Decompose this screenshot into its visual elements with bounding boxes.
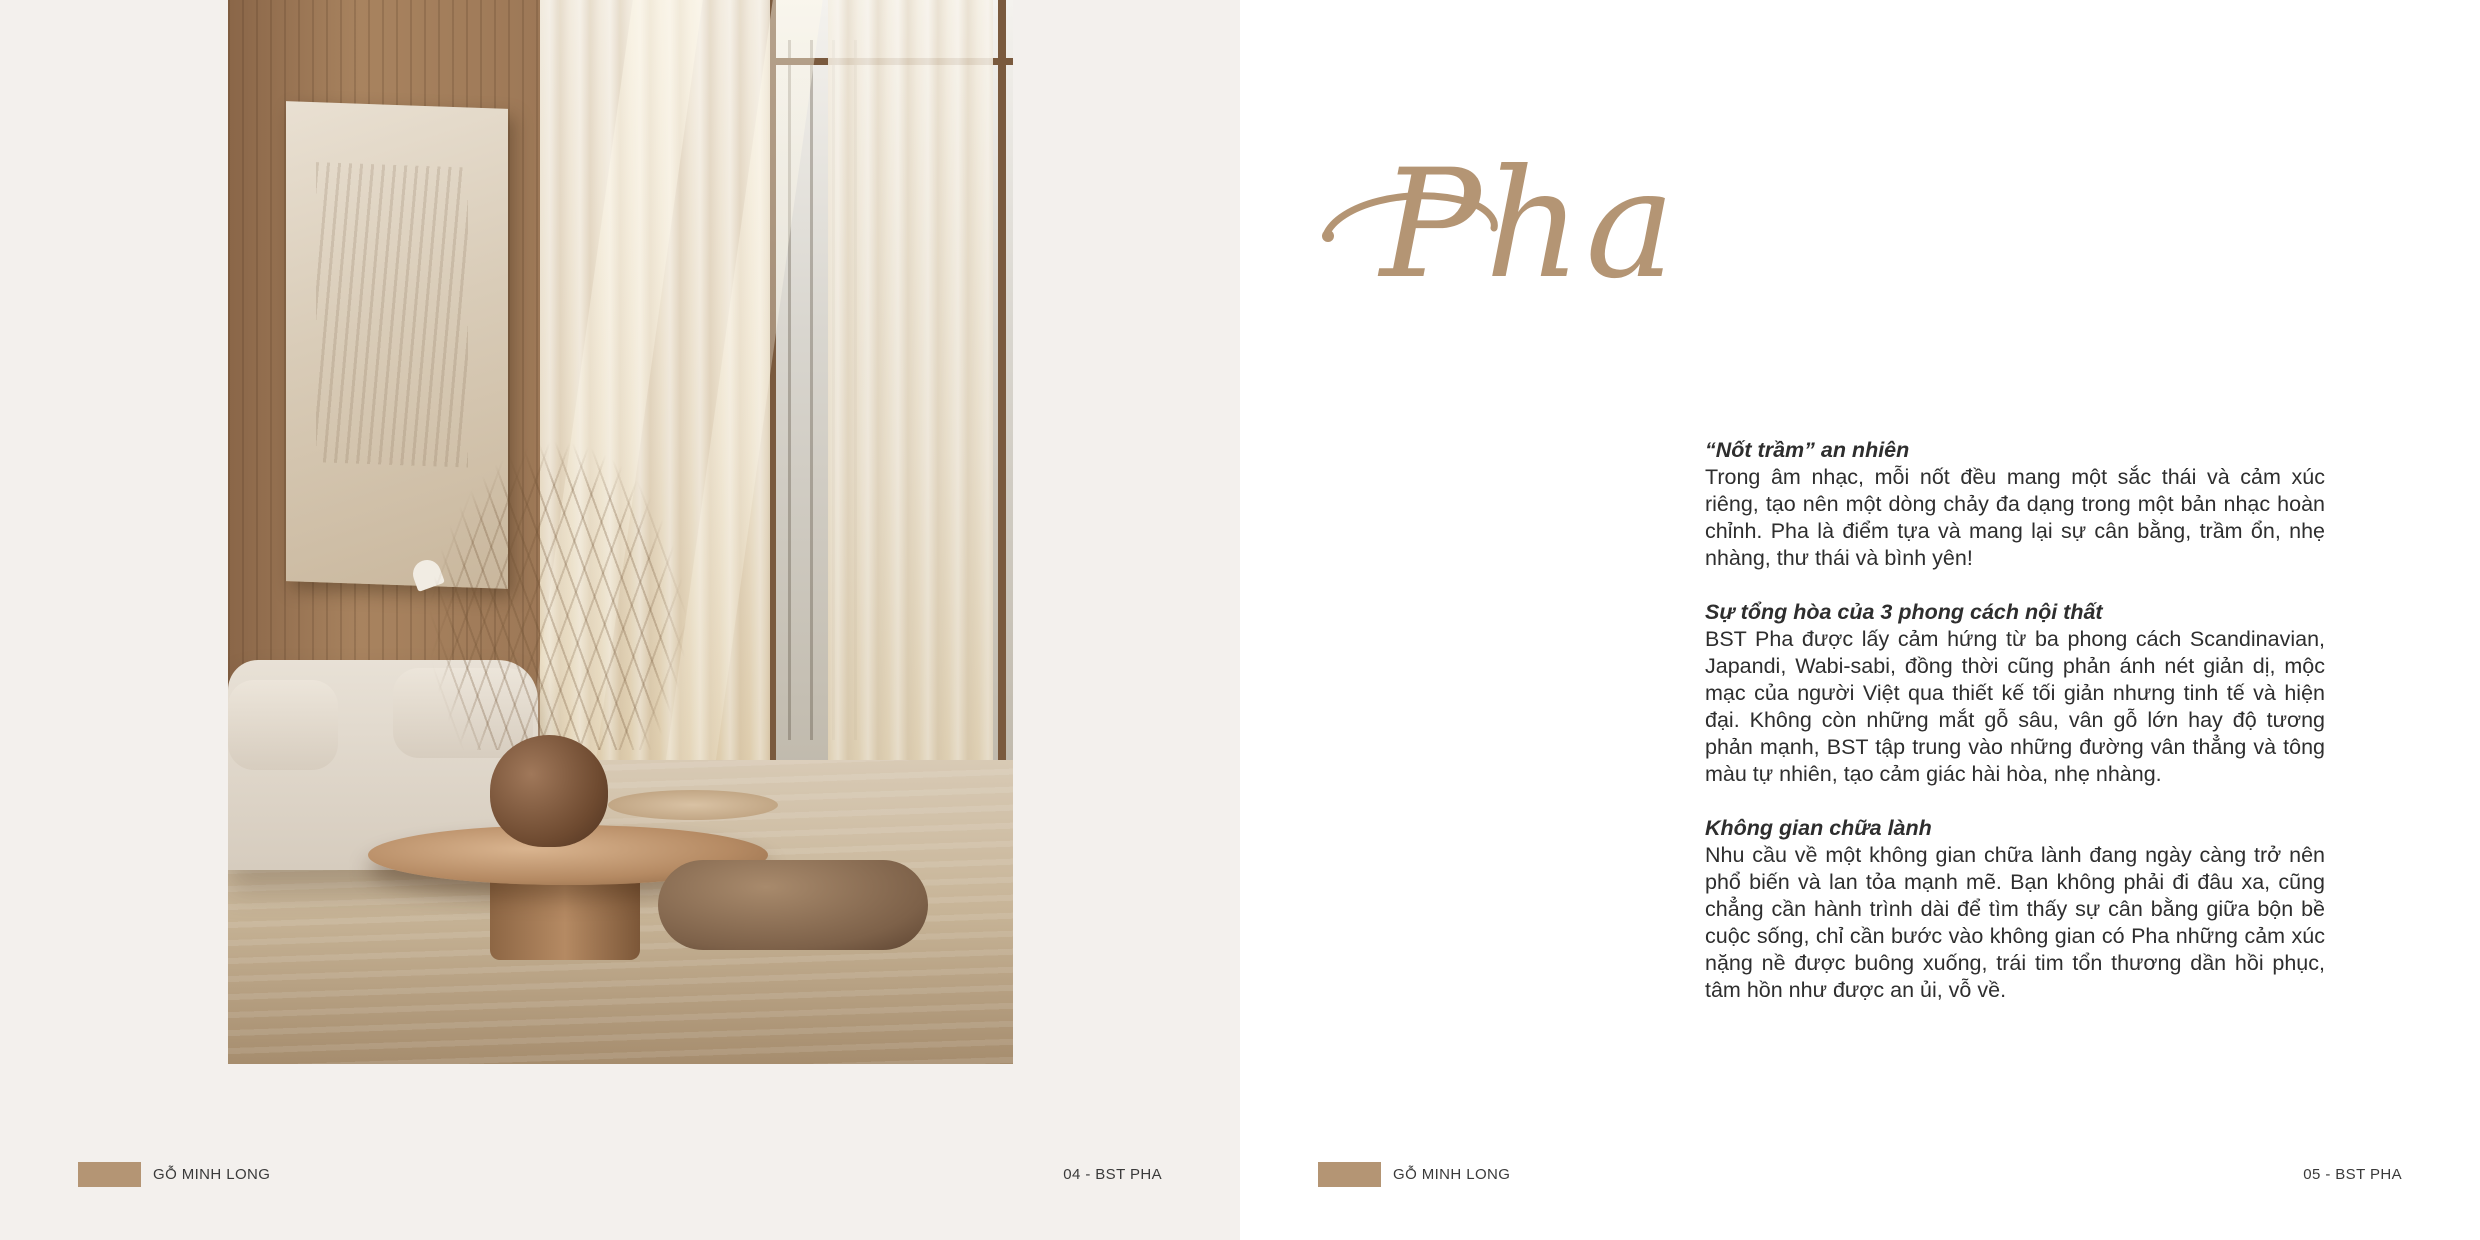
brand-color-swatch: [78, 1162, 141, 1187]
section-heading: Sự tổng hòa của 3 phong cách nội thất: [1705, 600, 2103, 624]
section-heading: “Nốt trầm” an nhiên: [1705, 438, 1910, 462]
section-1: [1705, 437, 2325, 572]
footer-brand: GỖ MINH LONG: [1393, 1166, 1511, 1183]
section-heading: Không gian chữa lành: [1705, 816, 1932, 840]
section-2: [1705, 599, 2325, 788]
collection-title: Pha: [1380, 138, 1679, 312]
window-frame-right: [998, 0, 1006, 830]
section-body: Trong âm nhạc, mỗi nốt đều mang một sắc thái và cảm xúc riêng, tạo nên một dòng chảy đa dạng trong một bản nhạc hoàn chỉnh. Pha là điểm tựa và mang lại sự cân bằng, trầm ổn, nhẹ nhàng, thư thái và bình yên!: [1705, 465, 2325, 570]
brand-color-swatch: [1318, 1162, 1381, 1187]
section-body: BST Pha được lấy cảm hứng từ ba phong cách Scandinavian, Japandi, Wabi-sabi, đồng thời cũng phản ánh nét giản dị, mộc mạc của người Việt qua thiết kế tối giản nhưng tinh tế và hiện đại. Không còn những mắt gỗ sâu, vân gỗ lớn hay độ tương phản mạnh, BST tập trung vào những đường vân thẳng và tông màu tự nhiên, tạo cảm giác hài hòa, nhẹ nhàng.: [1705, 627, 2325, 786]
floor-pouf: [658, 860, 928, 950]
footer-page-label: 05 - BST PHA: [2303, 1166, 2402, 1183]
footer-brand: GỖ MINH LONG: [153, 1166, 271, 1183]
dried-branches: [428, 440, 688, 750]
ceramic-vase: [490, 735, 608, 847]
right-page: [1240, 0, 2480, 1240]
body-copy: [1705, 437, 2325, 1004]
section-3: [1705, 815, 2325, 1004]
sofa-cushion: [228, 680, 338, 770]
sheer-curtain-right: [828, 0, 993, 830]
side-tray-table: [608, 790, 778, 820]
living-room-interior-photo: [228, 0, 1013, 1064]
footer-page-label: 04 - BST PHA: [1063, 1166, 1162, 1183]
section-body: Nhu cầu về một không gian chữa lành đang ngày càng trở nên phổ biến và lan tỏa mạnh mẽ. Bạn không phải đi đâu xa, cũng chẳng cần hành trình dài để tìm thấy sự cân bằng giữa bộn bề cuộc sống, chỉ cần bước vào không gian có Pha những cảm xúc nặng nề được buông xuống, trái tim tổn thương dần hồi phục, tâm hồn như được an ủi, vỗ về.: [1705, 843, 2325, 1002]
